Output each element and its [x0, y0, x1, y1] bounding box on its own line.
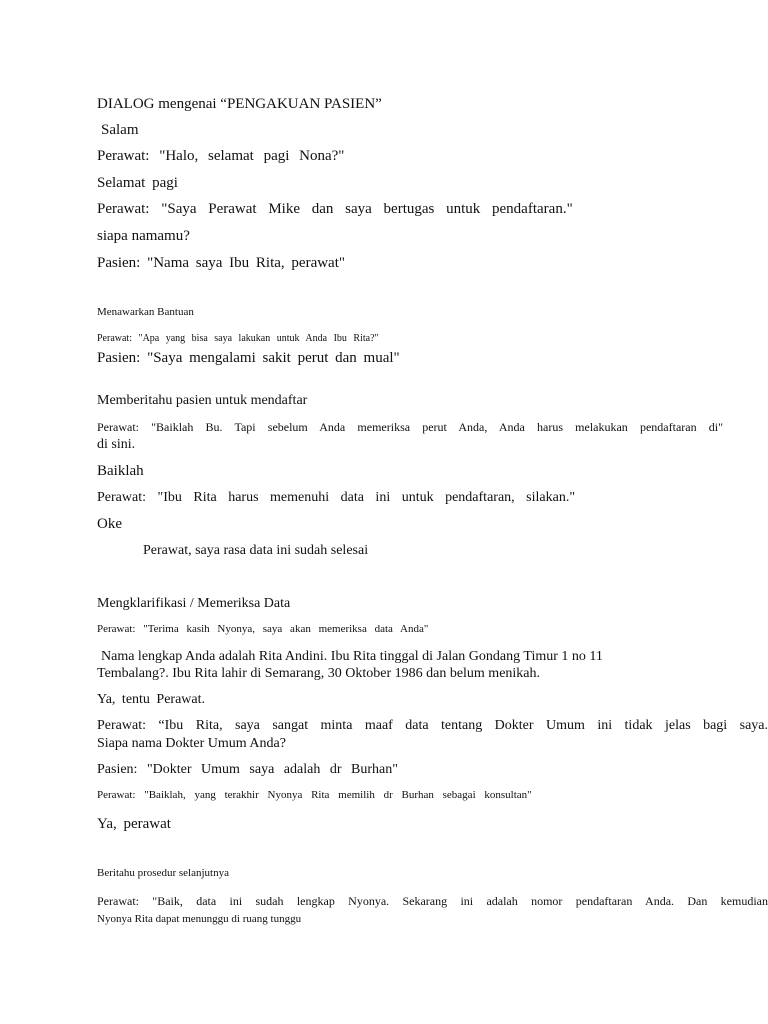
dialog-line: Salam [101, 122, 139, 138]
dialog-line: Perawat: "Baiklah Bu. Tapi sebelum Anda memeriksa perut Anda, Anda harus melakukan pendaftaran di" [97, 420, 723, 434]
dialog-line: Ya, perawat [97, 816, 171, 832]
dialog-line: Perawat: "Baiklah, yang terakhir Nyonya Rita memilih dr Burhan sebagai konsultan" [97, 789, 532, 801]
dialog-line: Nyonya Rita dapat menunggu di ruang tunggu [97, 913, 302, 925]
dialog-line: Oke [97, 516, 122, 532]
dialog-line: Tembalang?. Ibu Rita lahir di Semarang, 30 Oktober 1986 dan belum menikah. [97, 666, 541, 681]
section-heading: Beritahu prosedur selanjutnya [97, 867, 229, 879]
dialog-line: Perawat: "Baik, data ini sudah lengkap Nyonya. Sekarang ini adalah nomor pendaftaran Anda. Dan kemudian [97, 894, 768, 908]
dialog-line: Selamat pagi [97, 175, 178, 191]
dialog-line: Pasien: "Nama saya Ibu Rita, perawat" [97, 255, 346, 271]
section-heading: Mengklarifikasi / Memeriksa Data [97, 596, 291, 611]
dialog-line: Siapa nama Dokter Umum Anda? [97, 736, 286, 751]
dialog-line: Nama lengkap Anda adalah Rita Andini. Ibu Rita tinggal di Jalan Gondang Timur 1 no 11 [101, 649, 603, 664]
section-heading: Memberitahu pasien untuk mendaftar [97, 393, 308, 408]
dialog-line: Perawat: "Saya Perawat Mike dan saya bertugas untuk pendaftaran." [97, 201, 573, 217]
dialog-line: Baiklah [97, 463, 144, 479]
dialog-line: Perawat: "Ibu Rita harus memenuhi data ini untuk pendaftaran, silakan." [97, 490, 576, 505]
dialog-line: Ya, tentu Perawat. [97, 692, 206, 707]
page-title: DIALOG mengenai “PENGAKUAN PASIEN” [97, 96, 382, 112]
dialog-line: siapa namamu? [97, 228, 190, 244]
dialog-line: Perawat: “Ibu Rita, saya sangat minta maaf data tentang Dokter Umum ini tidak jelas bagi saya. [97, 718, 768, 733]
dialog-line: Perawat: "Apa yang bisa saya lakukan untuk Anda Ibu Rita?" [97, 333, 379, 344]
dialog-line: Pasien: "Saya mengalami sakit perut dan mual" [97, 350, 400, 366]
dialog-line: Perawat: "Halo, selamat pagi Nona?" [97, 148, 345, 164]
dialog-line: Perawat: "Terima kasih Nyonya, saya akan memeriksa data Anda" [97, 623, 429, 635]
section-heading: Menawarkan Bantuan [97, 306, 194, 318]
dialog-line: di sini. [97, 437, 136, 452]
dialog-line: Pasien: "Dokter Umum saya adalah dr Burhan" [97, 762, 398, 777]
dialog-line: Perawat, saya rasa data ini sudah selesai [143, 543, 369, 558]
